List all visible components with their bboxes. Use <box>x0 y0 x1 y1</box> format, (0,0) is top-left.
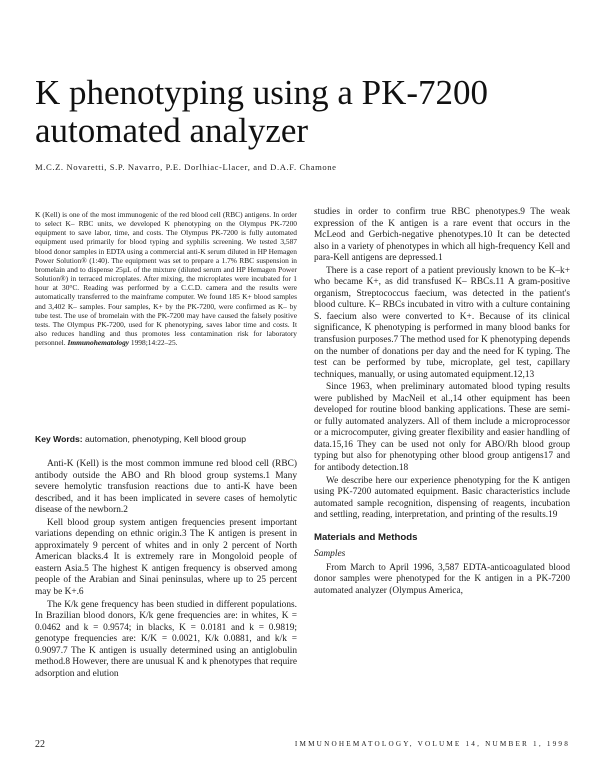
paragraph: The K/k gene frequency has been studied in different populations. In Brazilian blood donors, K/k gene frequencies are: in whites, K = 0.0462 and k = 0.9574; in blacks, K = 0.0181 and k = 0.9819; genotype frequencies are: K/K = 0.0021, K/k 0.0881, and k/k = 0.9097.7 The K antigen is usually determined using an antiglobulin method.8 However, there are unusual K and k phenotypes that require adsorption and elution <box>35 599 297 679</box>
keywords-label: Key Words: <box>35 434 83 444</box>
abstract-citation-tail: 1998;14:22–25. <box>129 338 178 348</box>
subsection-heading: Samples <box>314 549 346 560</box>
author-list: M.C.Z. Novaretti, S.P. Navarro, P.E. Dorlhiac-Llacer, and D.A.F. Chamone <box>35 162 337 172</box>
page-number: 22 <box>35 739 45 750</box>
paragraph: Kell blood group system antigen frequencies present important variations depending on ethnic origin.3 The K antigen is present in approximately 9 percent of whites and in only 2 percent of North American blacks.4 It is extremely rare in Mongoloid people of eastern Asia.5 The highest K antigen frequency is observed among people of the Arabian and Sinai peninsulas, where up to 25 percent may be K+.6 <box>35 517 297 598</box>
abstract <box>35 210 297 422</box>
paragraph: From March to April 1996, 3,587 EDTA-anticoagulated blood donor samples were phenotyped for the K antigen in a PK-7200 automated analyzer (Olympus America, <box>314 562 570 596</box>
section-heading: Materials and Methods <box>314 531 418 543</box>
paragraph: studies in order to confirm true RBC phenotypes.9 The weak expression of the K antigen is a rare event that occurs in the McLeod and Gerbich-negative phenotypes.10 It can be detected also in a variety of phenotypes in which all high-frequency Kell and para-Kell antigens are depressed.1 <box>314 207 570 264</box>
paragraph: We describe here our experience phenotyping for the K antigen using PK-7200 automated equipment. Basic characteristics include automated sample recognition, dispensing of reagents, incubation and settling, reading, interpretation, and printing of the results.19 <box>314 475 570 521</box>
body-column-left <box>35 459 297 680</box>
keywords-text: automation, phenotyping, Kell blood group <box>82 434 246 444</box>
abstract-text: K (Kell) is one of the most immunogenic of the red blood cell (RBC) antigens. In order to select K– RBC units, we developed K phenotyping on the Olympus PK-7200 equipment to save labor, time, and costs. The Olympus PK-7200 is fully automated equipment used primarily for blood typing and syphilis screening. We tested 3,587 blood donor samples in EDTA using a commercial anti-K serum diluted in HP Hemagen Power Solution® (1:40). The equipment was set to prepare a 1.7% RBC suspension in bromelain and to dispense 25µL of the mixture (diluted serum and HP Hemagen Power Solution®) in terraced microplates. After mixing, the microplates were incubated for 1 hour at 30°C. Reading was performed by a C.C.D. camera and the results were automatically transferred to the mainframe computer. We found 185 K+ blood samples and 3,402 K– samples. Four samples, K+ by the PK-7200, were confirmed as K– by tube test. The use of bromelain with the PK-7200 may have caused the falsely positive tests. The Olympus PK-7200, used for K phenotyping, saves labor time and costs. It also reduces handling and thus promotes less contamination risk for laboratory personnel. <box>35 210 297 348</box>
journal-running-footer: IMMUNOHEMATOLOGY, VOLUME 14, NUMBER 1, 1998 <box>294 740 570 748</box>
paragraph: Anti-K (Kell) is the most common immune red blood cell (RBC) antibody outside the ABO and Rh blood group systems.1 Many severe hemolytic transfusion reactions due to anti-K have been described, and it has been implicated in severe cases of hemolytic disease of the newborn.2 <box>35 459 297 516</box>
page-footer <box>35 739 570 753</box>
title-line-2: automated analyzer <box>35 111 309 150</box>
paragraph: Since 1963, when preliminary automated blood typing results were published by MacNeil et al.,14 other equipment has been developed for routine blood banking applications. These are semi- or fully automated analyzers. All of them include a microprocessor or a microcomputer, giving greater flexibility and easier handling of data.15,16 They can be used not only for ABO/Rh blood group typing but also for phenotyping other blood group antigens17 and for antibody detection.18 <box>314 382 570 474</box>
abstract-citation: Immunohematology <box>67 338 130 348</box>
keywords <box>35 434 297 444</box>
title-line-1: K phenotyping using a PK-7200 <box>35 73 489 112</box>
body-column-right <box>314 207 570 598</box>
article-title <box>35 74 575 150</box>
paragraph: There is a case report of a patient previously known to be K–k+ who became K+, as did transfused K– RBCs.11 A gram-positive organism, Streptococcus faecium, was detected in the patient's blood culture. K– RBCs incubated in vitro with a culture containing S. faecium also were converted to K+. Because of its clinical significance, K phenotyping is performed in many blood banks for transfusion purposes.7 The method used for K phenotyping depends on the number of donations per day and the need for K typing. The test can be performed by tube, microplate, gel test, capillary techniques, manually, or using automated equipment.12,13 <box>314 265 570 380</box>
